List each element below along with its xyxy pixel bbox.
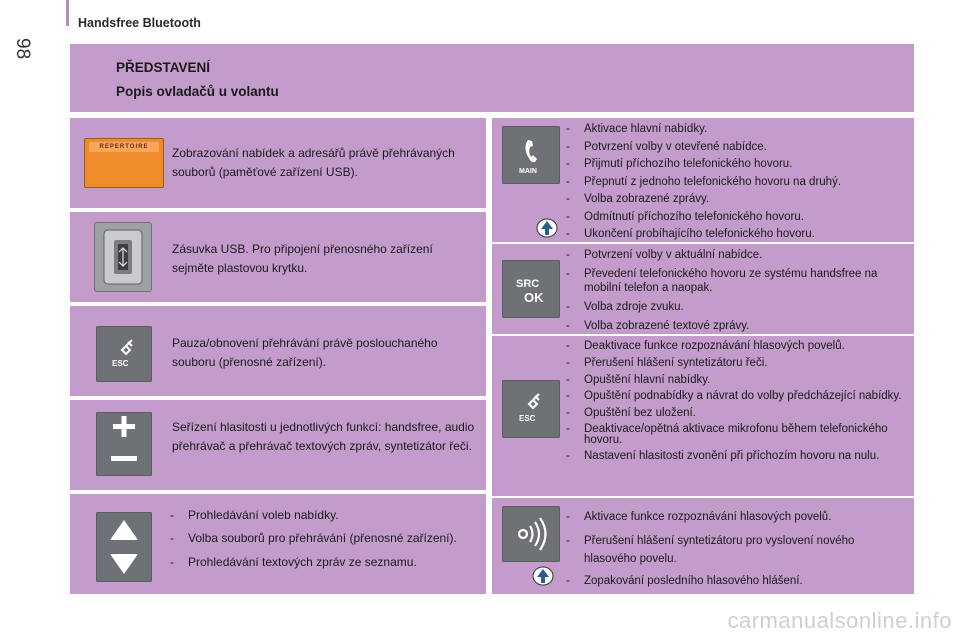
long-press-icon: [536, 218, 558, 240]
list-item: - Opuštění hlavní nabídky.: [566, 374, 711, 386]
panel-volume: [70, 400, 486, 490]
list-item: - Ukončení probíhajícího telefonického hovoru.: [566, 228, 815, 240]
section-title: PŘEDSTAVENÍ: [116, 60, 211, 75]
list-item: - Přijmutí příchozího telefonického hovoru.: [566, 158, 793, 170]
volume-text: Seřízení hlasitosti u jednotlivých funkcí: handsfree, audio přehrávač a přehrávač textových zpráv, syntetizátor řeči.: [172, 420, 475, 453]
repertoire-button-icon: REPERTOIRE: [84, 138, 164, 188]
list-item: - Volba zobrazené textové zprávy.: [566, 320, 750, 332]
section-header: [70, 44, 914, 112]
list-item: - Deaktivace funkce rozpoznávání hlasových povelů.: [566, 340, 845, 352]
panel-src-ok: [492, 244, 914, 334]
up-down-arrows-icon: [96, 512, 152, 582]
plus-minus-buttons-icon: [96, 412, 152, 476]
list-item: - Potvrzení volby v aktuální nabídce.: [566, 249, 763, 261]
list-item: - Volba zobrazené zprávy.: [566, 193, 710, 205]
list-item: - Nastavení hlasitosti zvonění při příchozím hovoru na nulu.: [566, 450, 880, 462]
main-list: [566, 122, 906, 245]
list-item: - Prohledávání voleb nabídky.: [170, 508, 339, 522]
header-rule: [66, 0, 69, 26]
repertoire-text: Zobrazování nabídek a adresářů právě přehrávaných souborů (paměťové zařízení USB).: [172, 146, 455, 179]
src-ok-list: [566, 248, 906, 337]
main-phone-button-icon: MAIN: [502, 126, 560, 184]
list-item: - Přerušení hlášení syntetizátoru pro vyslovení nového hlasového povelu.: [566, 535, 855, 565]
panel-usb: [70, 212, 486, 302]
panel-main: [492, 118, 914, 242]
list-item: - Deaktivace/opětná aktivace mikrofonu během telefonického hovoru.: [566, 423, 888, 446]
list-item: - Volba zdroje zvuku.: [566, 301, 684, 313]
panel-esc-left: [70, 306, 486, 396]
list-item: - Opuštění bez uložení.: [566, 407, 696, 419]
list-item: - Aktivace hlavní nabídky.: [566, 123, 708, 135]
list-item: - Převedení telefonického hovoru ze systému handsfree na mobilní telefon a naopak.: [566, 268, 878, 294]
list-item: - Opuštění podnabídky a návrat do volby předcházející nabídky.: [566, 390, 902, 402]
list-item: - Prohledávání textových zpráv ze seznamu.: [170, 555, 417, 569]
panel-repertoire: [70, 118, 486, 208]
updown-list: [170, 508, 476, 573]
src-ok-button-icon: SRC OK: [502, 260, 560, 318]
esc-right-list: [566, 340, 906, 466]
section-subtitle: Popis ovladačů u volantu: [116, 84, 279, 99]
esc-button-icon: ESC: [96, 326, 152, 382]
list-item: - Odmítnutí příchozího telefonického hovoru.: [566, 210, 804, 223]
watermark: carmanualsonline.info: [727, 608, 952, 633]
panel-updown: [70, 494, 486, 594]
usb-text: Zásuvka USB. Pro připojení přenosného zařízení sejměte plastovou krytku.: [172, 242, 433, 275]
long-press-icon: [532, 566, 554, 588]
voice-command-button-icon: [502, 506, 560, 562]
usb-socket-icon: [94, 222, 152, 292]
list-item: - Potvrzení volby v otevřené nabídce.: [566, 140, 767, 153]
panel-esc-right: [492, 336, 914, 496]
list-item: - Zopakování posledního hlasového hlášení.: [566, 575, 803, 587]
voice-list: [566, 510, 906, 592]
header-title: Handsfree Bluetooth: [78, 16, 201, 30]
list-item: - Volba souborů pro přehrávání (přenosné zařízení).: [170, 531, 457, 545]
esc-left-text: Pauza/obnovení přehrávání právě poslouchaného souboru (přenosné zařízení).: [172, 336, 438, 369]
list-item: - Aktivace funkce rozpoznávání hlasových povelů.: [566, 511, 832, 523]
esc-button-icon: ESC: [502, 380, 560, 438]
list-item: - Přerušení hlášení syntetizátoru řeči.: [566, 357, 768, 369]
list-item: - Přepnutí z jednoho telefonického hovoru na druhý.: [566, 175, 842, 188]
panel-voice: [492, 498, 914, 594]
page-number: 98: [12, 38, 33, 60]
